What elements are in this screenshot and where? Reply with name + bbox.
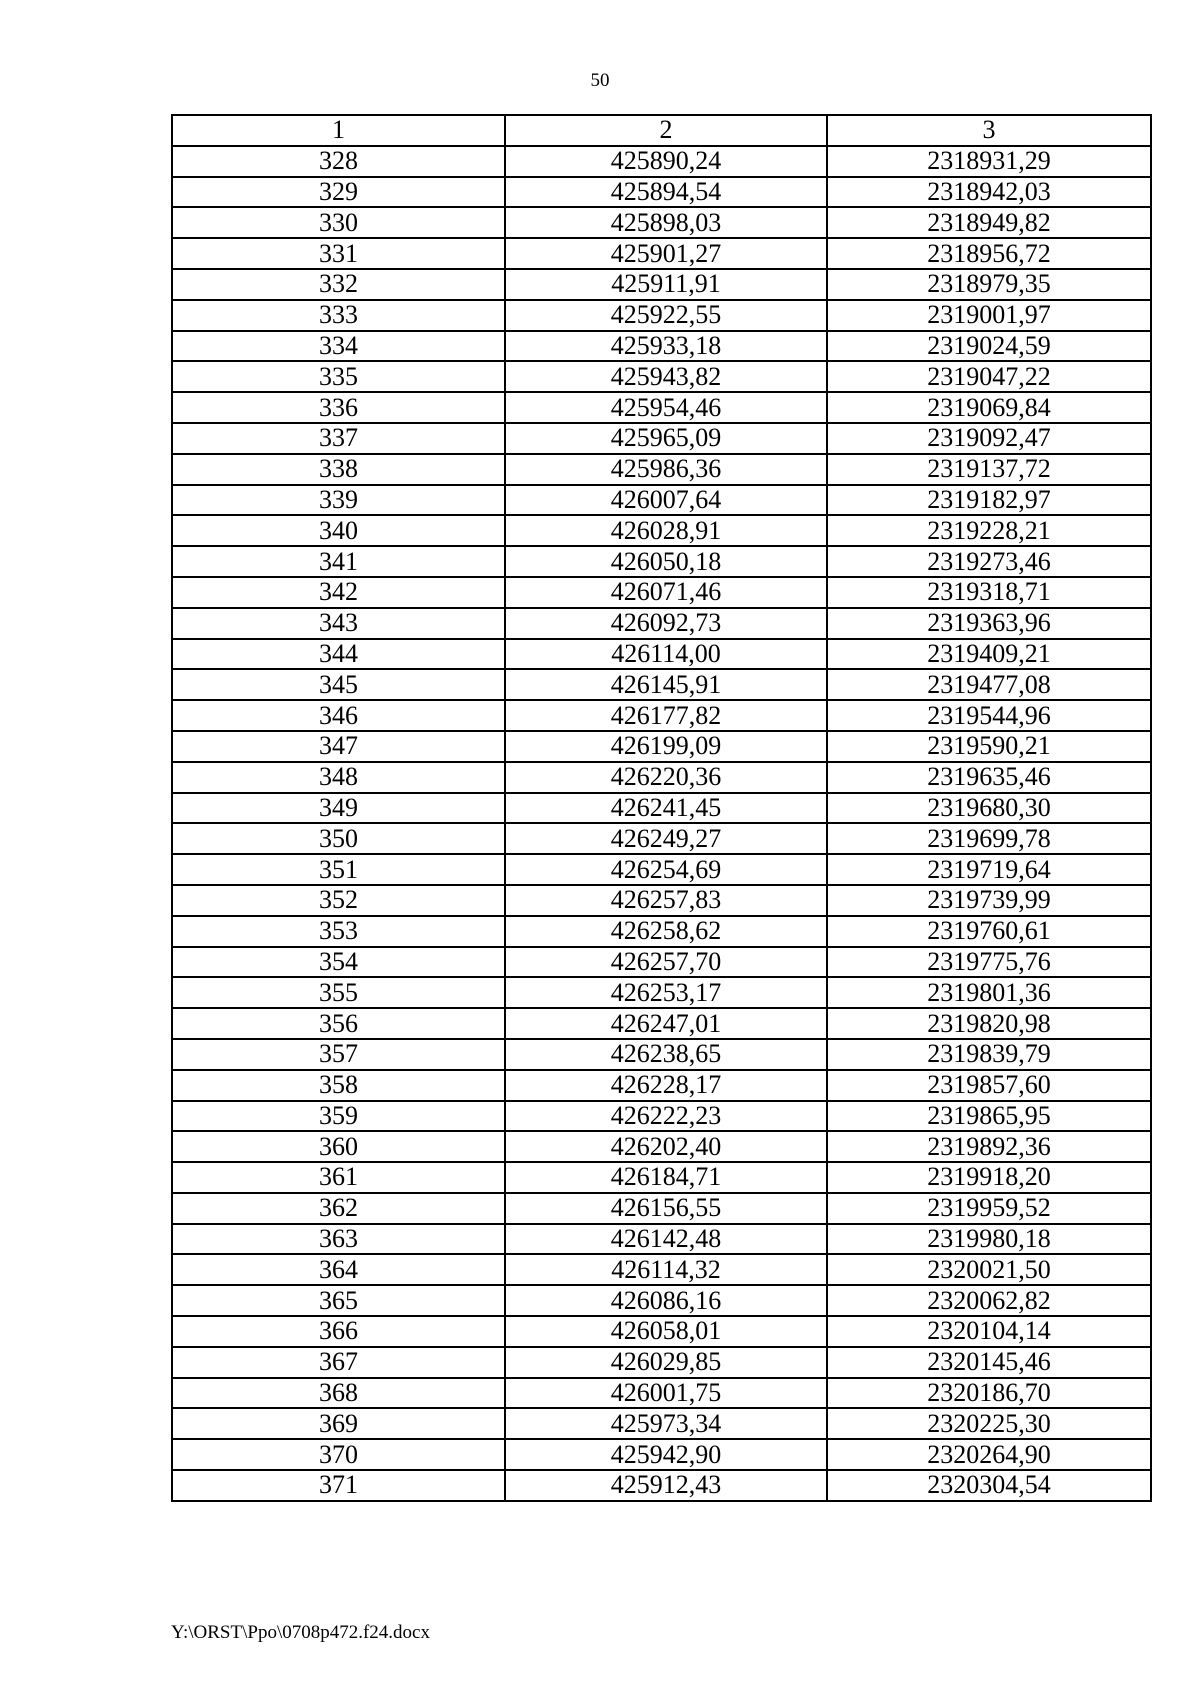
table-row <box>172 1439 1151 1470</box>
point-number-cell: 353 <box>172 916 505 947</box>
table-row <box>172 300 1151 331</box>
coordinate-y-cell: 2319047,22 <box>827 361 1151 392</box>
coordinate-y-cell: 2319739,99 <box>827 885 1151 916</box>
coordinate-x-cell: 426199,09 <box>505 731 827 762</box>
coordinate-x-cell: 426029,85 <box>505 1347 827 1378</box>
point-number-cell: 354 <box>172 947 505 978</box>
table-row <box>172 515 1151 546</box>
coordinate-x-cell: 426249,27 <box>505 823 827 854</box>
coordinate-x-cell: 425922,55 <box>505 300 827 331</box>
table-row <box>172 331 1151 362</box>
coordinate-x-cell: 426114,00 <box>505 639 827 670</box>
coordinate-y-cell: 2319820,98 <box>827 1008 1151 1039</box>
coordinate-x-cell: 426241,45 <box>505 793 827 824</box>
point-number-cell: 328 <box>172 146 505 177</box>
coordinate-y-cell: 2319182,97 <box>827 485 1151 516</box>
coordinate-y-cell: 2319477,08 <box>827 669 1151 700</box>
point-number-cell: 336 <box>172 392 505 423</box>
coordinate-x-cell: 425954,46 <box>505 392 827 423</box>
coordinate-x-cell: 425901,27 <box>505 238 827 269</box>
point-number-cell: 368 <box>172 1378 505 1409</box>
point-number-cell: 344 <box>172 639 505 670</box>
coordinate-y-cell: 2319892,36 <box>827 1131 1151 1162</box>
point-number-cell: 346 <box>172 700 505 731</box>
coordinates-table <box>171 114 1152 1502</box>
table-row <box>172 1378 1151 1409</box>
table-row <box>172 238 1151 269</box>
point-number-cell: 359 <box>172 1101 505 1132</box>
table-row <box>172 1193 1151 1224</box>
coordinate-x-cell: 426050,18 <box>505 546 827 577</box>
coordinate-y-cell: 2319069,84 <box>827 392 1151 423</box>
point-number-cell: 362 <box>172 1193 505 1224</box>
coordinate-x-cell: 426257,83 <box>505 885 827 916</box>
coordinate-y-cell: 2319699,78 <box>827 823 1151 854</box>
coordinate-x-cell: 426177,82 <box>505 700 827 731</box>
table-row <box>172 1008 1151 1039</box>
coordinate-y-cell: 2319918,20 <box>827 1162 1151 1193</box>
point-number-cell: 360 <box>172 1131 505 1162</box>
table-row <box>172 546 1151 577</box>
coordinate-x-cell: 426253,17 <box>505 977 827 1008</box>
table-row <box>172 793 1151 824</box>
coordinate-x-cell: 426086,16 <box>505 1285 827 1316</box>
coordinate-y-cell: 2319409,21 <box>827 639 1151 670</box>
table-row <box>172 269 1151 300</box>
coordinate-x-cell: 426156,55 <box>505 1193 827 1224</box>
table-row <box>172 700 1151 731</box>
coordinate-y-cell: 2318949,82 <box>827 207 1151 238</box>
coordinate-y-cell: 2318942,03 <box>827 177 1151 208</box>
coordinate-x-cell: 426007,64 <box>505 485 827 516</box>
table-row <box>172 577 1151 608</box>
coordinate-y-cell: 2319719,64 <box>827 854 1151 885</box>
table-row <box>172 762 1151 793</box>
point-number-cell: 355 <box>172 977 505 1008</box>
table-row <box>172 1408 1151 1439</box>
coordinate-x-cell: 426254,69 <box>505 854 827 885</box>
table-row <box>172 485 1151 516</box>
coordinate-y-cell: 2319092,47 <box>827 423 1151 454</box>
coordinate-y-cell: 2319857,60 <box>827 1070 1151 1101</box>
point-number-cell: 343 <box>172 608 505 639</box>
table-row <box>172 823 1151 854</box>
coordinate-y-cell: 2320225,30 <box>827 1408 1151 1439</box>
coordinate-x-cell: 426184,71 <box>505 1162 827 1193</box>
table-row <box>172 1347 1151 1378</box>
table-row <box>172 885 1151 916</box>
coordinate-y-cell: 2319635,46 <box>827 762 1151 793</box>
coordinate-y-cell: 2319273,46 <box>827 546 1151 577</box>
page-number: 50 <box>590 70 610 91</box>
point-number-cell: 333 <box>172 300 505 331</box>
coordinate-y-cell: 2320145,46 <box>827 1347 1151 1378</box>
coordinate-x-cell: 426142,48 <box>505 1224 827 1255</box>
table-header-row <box>172 115 1151 146</box>
coordinate-y-cell: 2319839,79 <box>827 1039 1151 1070</box>
point-number-cell: 348 <box>172 762 505 793</box>
point-number-cell: 366 <box>172 1316 505 1347</box>
table-row <box>172 361 1151 392</box>
table-row <box>172 977 1151 1008</box>
point-number-cell: 330 <box>172 207 505 238</box>
table-row <box>172 146 1151 177</box>
coordinate-x-cell: 426202,40 <box>505 1131 827 1162</box>
point-number-cell: 350 <box>172 823 505 854</box>
coordinate-x-cell: 426222,23 <box>505 1101 827 1132</box>
point-number-cell: 340 <box>172 515 505 546</box>
coordinate-y-cell: 2320062,82 <box>827 1285 1151 1316</box>
coordinate-x-cell: 426258,62 <box>505 916 827 947</box>
coordinate-x-cell: 425973,34 <box>505 1408 827 1439</box>
coordinate-y-cell: 2320264,90 <box>827 1439 1151 1470</box>
coordinate-x-cell: 426114,32 <box>505 1254 827 1285</box>
point-number-cell: 369 <box>172 1408 505 1439</box>
coordinate-y-cell: 2320021,50 <box>827 1254 1151 1285</box>
coordinate-y-cell: 2319001,97 <box>827 300 1151 331</box>
point-number-cell: 365 <box>172 1285 505 1316</box>
table-row <box>172 392 1151 423</box>
point-number-cell: 367 <box>172 1347 505 1378</box>
table-row <box>172 1162 1151 1193</box>
point-number-cell: 370 <box>172 1439 505 1470</box>
coordinate-y-cell: 2319318,71 <box>827 577 1151 608</box>
table-row <box>172 947 1151 978</box>
coordinate-y-cell: 2318956,72 <box>827 238 1151 269</box>
point-number-cell: 361 <box>172 1162 505 1193</box>
point-number-cell: 329 <box>172 177 505 208</box>
point-number-cell: 341 <box>172 546 505 577</box>
table-row <box>172 669 1151 700</box>
coordinate-y-cell: 2319865,95 <box>827 1101 1151 1132</box>
table-row <box>172 731 1151 762</box>
table-row <box>172 1131 1151 1162</box>
coordinate-x-cell: 425912,43 <box>505 1470 827 1501</box>
coordinate-y-cell: 2319680,30 <box>827 793 1151 824</box>
table-row <box>172 608 1151 639</box>
table-row <box>172 454 1151 485</box>
table-row <box>172 423 1151 454</box>
table-row <box>172 854 1151 885</box>
table-row <box>172 1070 1151 1101</box>
coordinate-x-cell: 426092,73 <box>505 608 827 639</box>
column-header-3: 3 <box>827 115 1151 146</box>
point-number-cell: 357 <box>172 1039 505 1070</box>
coordinate-x-cell: 426058,01 <box>505 1316 827 1347</box>
coordinate-x-cell: 425986,36 <box>505 454 827 485</box>
table-row <box>172 1224 1151 1255</box>
coordinate-y-cell: 2319363,96 <box>827 608 1151 639</box>
coordinate-x-cell: 425890,24 <box>505 146 827 177</box>
table-row <box>172 1316 1151 1347</box>
point-number-cell: 356 <box>172 1008 505 1039</box>
point-number-cell: 349 <box>172 793 505 824</box>
coordinate-y-cell: 2319980,18 <box>827 1224 1151 1255</box>
column-header-2: 2 <box>505 115 827 146</box>
point-number-cell: 337 <box>172 423 505 454</box>
coordinate-x-cell: 425965,09 <box>505 423 827 454</box>
table-row <box>172 207 1151 238</box>
table-row <box>172 1039 1151 1070</box>
point-number-cell: 358 <box>172 1070 505 1101</box>
coordinate-x-cell: 425942,90 <box>505 1439 827 1470</box>
coordinate-x-cell: 425933,18 <box>505 331 827 362</box>
coordinate-x-cell: 426238,65 <box>505 1039 827 1070</box>
point-number-cell: 338 <box>172 454 505 485</box>
coordinate-x-cell: 426145,91 <box>505 669 827 700</box>
coordinate-x-cell: 426247,01 <box>505 1008 827 1039</box>
table-row <box>172 1101 1151 1132</box>
point-number-cell: 371 <box>172 1470 505 1501</box>
coordinate-x-cell: 426257,70 <box>505 947 827 978</box>
table-row <box>172 639 1151 670</box>
point-number-cell: 345 <box>172 669 505 700</box>
coordinate-y-cell: 2320304,54 <box>827 1470 1151 1501</box>
coordinate-y-cell: 2319760,61 <box>827 916 1151 947</box>
coordinate-x-cell: 426071,46 <box>505 577 827 608</box>
table-row <box>172 1285 1151 1316</box>
table-body <box>172 146 1151 1501</box>
coordinate-y-cell: 2319959,52 <box>827 1193 1151 1224</box>
table-row <box>172 1254 1151 1285</box>
coordinate-y-cell: 2320186,70 <box>827 1378 1151 1409</box>
point-number-cell: 331 <box>172 238 505 269</box>
coordinate-y-cell: 2319801,36 <box>827 977 1151 1008</box>
point-number-cell: 347 <box>172 731 505 762</box>
point-number-cell: 334 <box>172 331 505 362</box>
coordinate-y-cell: 2319775,76 <box>827 947 1151 978</box>
point-number-cell: 342 <box>172 577 505 608</box>
point-number-cell: 351 <box>172 854 505 885</box>
point-number-cell: 332 <box>172 269 505 300</box>
coordinate-y-cell: 2318931,29 <box>827 146 1151 177</box>
coordinate-x-cell: 425943,82 <box>505 361 827 392</box>
coordinate-x-cell: 425911,91 <box>505 269 827 300</box>
point-number-cell: 339 <box>172 485 505 516</box>
coordinate-y-cell: 2320104,14 <box>827 1316 1151 1347</box>
point-number-cell: 363 <box>172 1224 505 1255</box>
footer-file-path: Y:\ORST\Ppo\0708p472.f24.docx <box>171 1622 430 1643</box>
coordinate-x-cell: 426028,91 <box>505 515 827 546</box>
point-number-cell: 335 <box>172 361 505 392</box>
table-row <box>172 1470 1151 1501</box>
coordinate-y-cell: 2319590,21 <box>827 731 1151 762</box>
coordinate-x-cell: 426220,36 <box>505 762 827 793</box>
coordinate-x-cell: 425894,54 <box>505 177 827 208</box>
coordinate-x-cell: 426001,75 <box>505 1378 827 1409</box>
coordinate-y-cell: 2319544,96 <box>827 700 1151 731</box>
table-header <box>172 115 1151 146</box>
point-number-cell: 352 <box>172 885 505 916</box>
coordinate-y-cell: 2318979,35 <box>827 269 1151 300</box>
table-row <box>172 916 1151 947</box>
coordinate-y-cell: 2319137,72 <box>827 454 1151 485</box>
coordinate-y-cell: 2319228,21 <box>827 515 1151 546</box>
table-row <box>172 177 1151 208</box>
column-header-1: 1 <box>172 115 505 146</box>
coordinate-x-cell: 425898,03 <box>505 207 827 238</box>
coordinate-y-cell: 2319024,59 <box>827 331 1151 362</box>
point-number-cell: 364 <box>172 1254 505 1285</box>
coordinate-x-cell: 426228,17 <box>505 1070 827 1101</box>
